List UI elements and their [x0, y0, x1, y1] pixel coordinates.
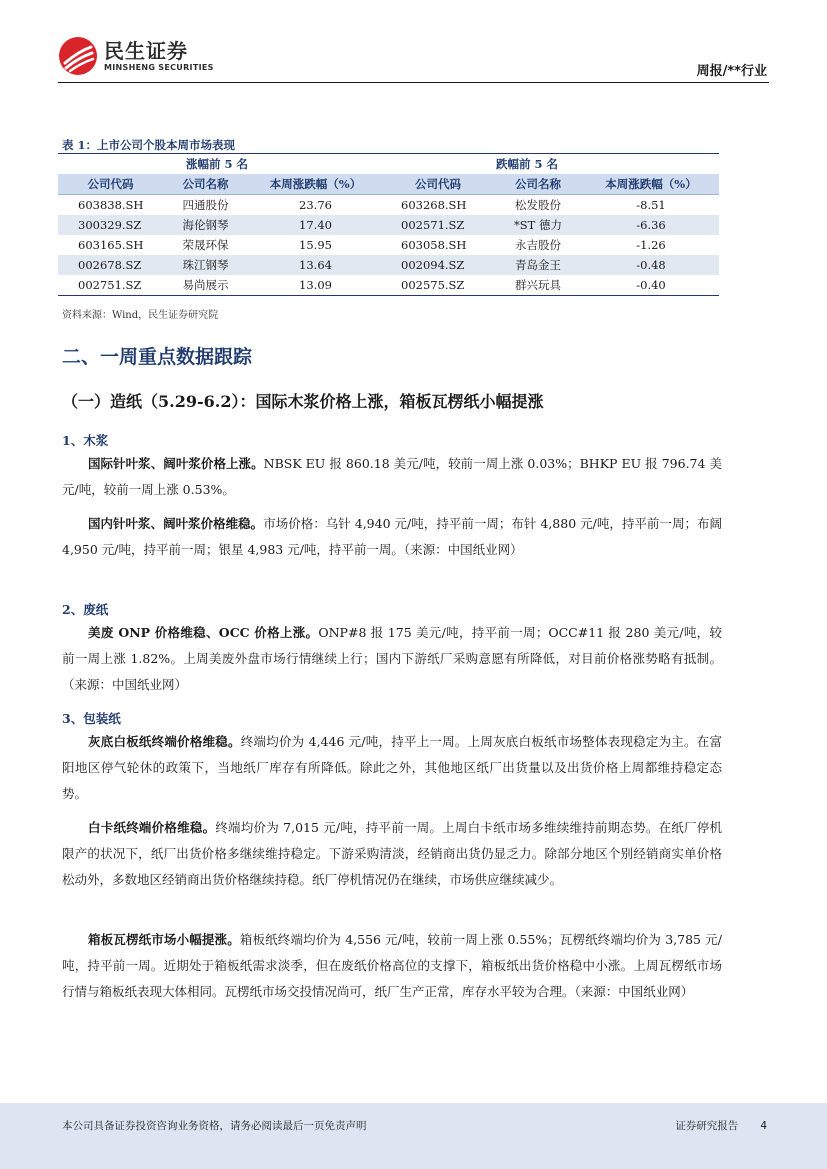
cell-name: 松发股份 — [515, 198, 561, 212]
table-source-note: 资料来源：Wind，民生证券研究院 — [62, 310, 219, 321]
cell-code: 603058.SH — [401, 238, 467, 252]
cell-name: 荣晟环保 — [182, 238, 229, 252]
item-heading-packaging-paper: 3、包装纸 — [62, 711, 121, 726]
item-heading-waste-paper: 2、废纸 — [62, 602, 109, 617]
cell-code: 603838.SH — [78, 198, 144, 212]
paragraph-lead: 箱板瓦楞纸市场小幅提涨。 — [88, 932, 240, 947]
paragraph-lead: 国际针叶浆、阔叶浆价格上涨。 — [88, 456, 264, 471]
paragraph-body: 终端均价为 4,446 元/吨，持平上一周。上周灰底白板纸市场整体表现稳定为主。在富阳地区停气轮休的政策下，当地纸厂库存有所降低。除此之外，其他地区纸厂出货量以及出货价格上周都维持稳定态势。 — [62, 734, 722, 801]
cell-change: -8.51 — [636, 198, 666, 212]
header-divider — [58, 82, 769, 83]
group-top-gainers: 涨幅前 5 名 — [58, 154, 383, 175]
cell-code: 603268.SH — [401, 198, 467, 212]
cell-change: 15.95 — [299, 238, 332, 252]
paragraph-body: 市场价格：乌针 4,940 元/吨，持平前一周；布针 4,880 元/吨，持平前一周；布阔 4,950 元/吨，持平前一周；银星 4,983 元/吨，持平前一周。（来源：中国纸业网） — [62, 516, 722, 557]
report-type: 周报/**行业 — [696, 64, 767, 79]
cell-code: 002094.SZ — [383, 255, 493, 275]
logo-chinese-name: 民生证券 — [104, 39, 188, 63]
paragraph-waste-paper — [62, 620, 722, 698]
subsection-title: （一）造纸（5.29-6.2）：国际木浆价格上涨，箱板瓦楞纸小幅提涨 — [62, 392, 544, 411]
company-logo — [58, 36, 214, 76]
cell-change: 13.09 — [248, 275, 383, 296]
paragraph-body: NBSK EU 报 860.18 美元/吨，较前一周上涨 0.03%；BHKP EU 报 796.74 美元/吨，较前一周上涨 0.53%。 — [62, 456, 722, 497]
table-caption: 表 1：上市公司个股本周市场表现 — [62, 138, 236, 152]
column-header: 本周涨跌幅（%） — [248, 174, 383, 195]
table-row — [58, 235, 719, 255]
paragraph-lead: 美废 ONP 价格维稳、OCC 价格上涨。 — [88, 625, 319, 640]
cell-change: 13.64 — [248, 255, 383, 275]
minsheng-logo-icon — [58, 36, 98, 76]
cell-code: 002571.SZ — [383, 215, 493, 235]
cell-change: -1.26 — [636, 238, 666, 252]
table-row — [58, 215, 719, 235]
column-header: 公司代码 — [383, 174, 493, 195]
footer-disclaimer: 本公司具备证券投资咨询业务资格，请务必阅读最后一页免责声明 — [62, 1120, 367, 1132]
cell-change: -0.40 — [583, 275, 719, 296]
cell-name: 青岛金王 — [493, 255, 583, 275]
paragraph-ivory-board — [62, 815, 722, 893]
cell-change: -0.48 — [583, 255, 719, 275]
cell-name: *ST 德力 — [493, 215, 583, 235]
cell-code: 002575.SZ — [383, 275, 493, 296]
footer-right — [675, 1118, 767, 1133]
column-header: 公司名称 — [493, 174, 583, 195]
column-header: 本周涨跌幅（%） — [583, 174, 719, 195]
table-row — [58, 195, 719, 216]
cell-name: 海伦钢琴 — [163, 215, 248, 235]
paragraph-pulp-international — [62, 451, 722, 503]
footer-label: 证券研究报告 — [675, 1120, 739, 1132]
cell-code: 300329.SZ — [58, 215, 163, 235]
cell-name: 易尚展示 — [163, 275, 248, 296]
paragraph-whiteboard — [62, 729, 722, 807]
paragraph-lead: 白卡纸终端价格维稳。 — [88, 820, 216, 835]
cell-change: 17.40 — [248, 215, 383, 235]
paragraph-containerboard — [62, 927, 722, 1005]
cell-change: 23.76 — [299, 198, 332, 212]
cell-code: 002678.SZ — [58, 255, 163, 275]
cell-code: 002751.SZ — [58, 275, 163, 296]
cell-name: 珠江钢琴 — [163, 255, 248, 275]
cell-name: 群兴玩具 — [493, 275, 583, 296]
market-performance-table — [58, 153, 719, 296]
column-header: 公司代码 — [58, 174, 163, 195]
cell-code: 603165.SH — [78, 238, 144, 252]
paragraph-pulp-domestic — [62, 511, 722, 563]
paragraph-lead: 国内针叶浆、阔叶浆价格维稳。 — [88, 516, 264, 531]
cell-name: 四通股份 — [182, 198, 229, 212]
paragraph-body: 终端均价为 7,015 元/吨，持平前一周。上周白卡纸市场多维续维持前期态势。在纸厂停机限产的状况下，纸厂出货价格多继续维持稳定。下游采购清淡，经销商出货仍显乏力。除部分地区个别经销商实单价格松动外，多数地区经销商出货价格继续持稳。纸厂停机情况仍在继续，市场供应继续减少。 — [62, 820, 722, 887]
page-number: 4 — [760, 1120, 767, 1132]
item-heading-pulp: 1、木浆 — [62, 433, 109, 448]
cell-name: 永吉股份 — [515, 238, 561, 252]
table-row — [58, 275, 719, 296]
page-header — [0, 0, 827, 90]
column-header: 公司名称 — [163, 174, 248, 195]
group-top-losers: 跌幅前 5 名 — [383, 154, 719, 175]
paragraph-body: ONP#8 报 175 美元/吨，持平前一周；OCC#11 报 280 美元/吨，较前一周上涨 1.82%。上周美废外盘市场行情继续上行；国内下游纸厂采购意愿有所降低，对目前价格涨势略有抵制。（来源：中国纸业网） — [62, 625, 723, 692]
page-footer — [0, 1103, 827, 1169]
paragraph-body: 箱板纸终端均价为 4,556 元/吨，较前一周上涨 0.55%；瓦楞纸终端均价为 3,785 元/吨，持平前一周。近期处于箱板纸需求淡季，但在废纸价格高位的支撑下，箱板纸出货价格稳中小涨。上周瓦楞纸市场行情与箱板纸表现大体相同。瓦楞纸市场交投情况尚可，纸厂生产正常，库存水平较为合理。（来源：中国纸业网） — [62, 932, 722, 999]
paragraph-lead: 灰底白板纸终端价格维稳。 — [88, 734, 241, 749]
table-group-row — [58, 154, 719, 175]
table-row — [58, 255, 719, 275]
logo-english-name: MINSHENG SECURITIES — [104, 63, 214, 72]
cell-change: -6.36 — [583, 215, 719, 235]
table-header-row — [58, 174, 719, 195]
section-title: 二、一周重点数据跟踪 — [62, 346, 253, 368]
